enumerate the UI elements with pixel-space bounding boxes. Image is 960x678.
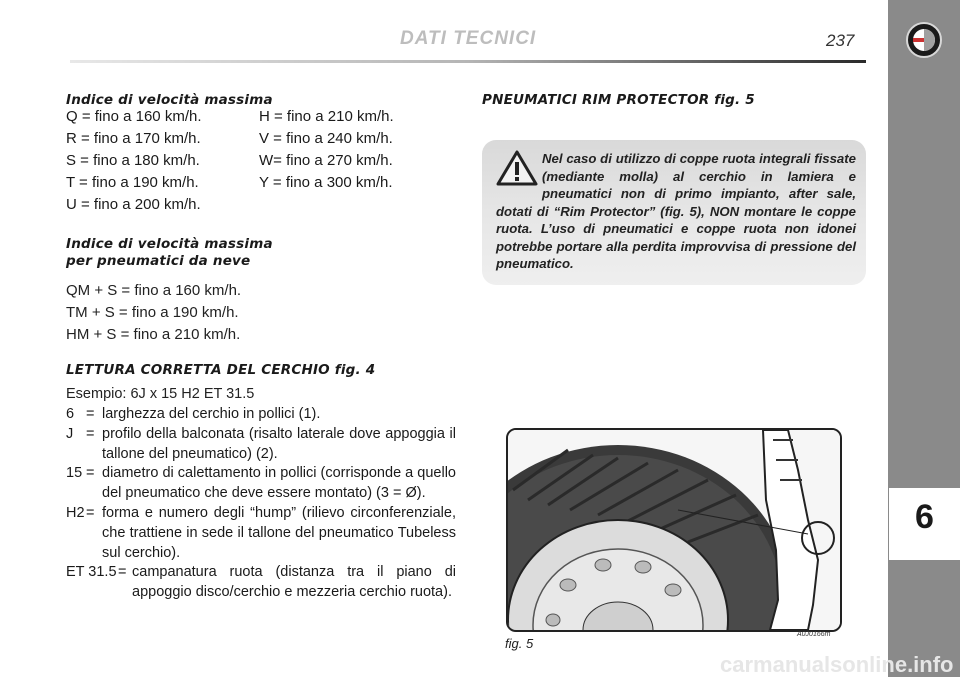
snow-item: QM + S = fino a 160 km/h. (66, 282, 242, 299)
speed-item: S = fino a 180 km/h. (66, 152, 200, 169)
list-item: 6 = larghezza del cerchio in pollici (1). (66, 405, 456, 425)
speed-index-heading: Indice di velocità massima (66, 92, 273, 108)
tyre-wheel-illustration (508, 430, 840, 630)
header-rule (70, 60, 866, 63)
snow-item: HM + S = fino a 210 km/h. (66, 326, 241, 343)
section-number: 6 (915, 498, 934, 536)
figure-label: fig. 5 (505, 636, 534, 651)
definition-text: profilo della balconata (risalto laterale dove appoggia il tallone del pneumatico) (2). (102, 425, 456, 462)
rim-definition-list (66, 405, 456, 603)
definition-text: forma e numero degli “hump” (rilievo circonferenziale, che trattiene in sede il tallone del pneumatico Tubeless sul cerchio). (102, 504, 456, 561)
definition-key: ET 31.5 (66, 564, 117, 581)
definition-text: diametro di calettamento in pollici (corrisponde a quello del pneumatico che deve essere montato) (3 = Ø). (102, 465, 456, 502)
definition-key: 15 (66, 465, 83, 482)
definition-text: larghezza del cerchio in pollici (1). (102, 406, 321, 422)
speed-item: Q = fino a 160 km/h. (66, 108, 202, 125)
rim-example: Esempio: 6J x 15 H2 ET 31.5 (66, 386, 255, 402)
speed-item: V = fino a 240 km/h. (259, 130, 393, 147)
definition-key: 6 (66, 406, 75, 422)
list-item: ET 31.5 = campanatura ruota (distanza tra il piano di appoggio disco/cerchio e mezzeria cerchio ruota). (66, 563, 456, 603)
speed-item: T = fino a 190 km/h. (66, 174, 199, 191)
speed-item: U = fino a 200 km/h. (66, 196, 201, 213)
definition-text: campanatura ruota (distanza tra il piano di appoggio disco/cerchio e mezzeria cerchio ruota). (132, 564, 456, 601)
page-title: DATI TECNICI (400, 28, 537, 49)
figure-code: A0J0166m (797, 631, 831, 638)
speed-item: Y = fino a 300 km/h. (259, 174, 393, 191)
brand-logo-icon (906, 22, 942, 58)
rim-protector-heading: PNEUMATICI RIM PROTECTOR fig. 5 (482, 92, 755, 108)
rim-reading-heading: LETTURA CORRETTA DEL CERCHIO fig. 4 (66, 362, 376, 378)
list-item: J = profilo della balconata (risalto laterale dove appoggia il tallone del pneumatico) (2). (66, 425, 456, 465)
snow-index-heading-1: Indice di velocità massima (66, 236, 273, 252)
definition-key: J (66, 425, 74, 442)
warning-text: Nel caso di utilizzo di coppe ruota integrali fissate (mediante molla) al cerchio in lamiera e pneumatici non di primo impianto, after sale, dotati di “Rim Protector” (fig. 5), NON montare le coppe ruota. L’uso di pneumatici e coppe ruota non idonei potrebbe portare alla perdita improvvisa di pressione del pneumatico. (496, 151, 856, 271)
speed-item: W= fino a 270 km/h. (259, 152, 393, 169)
rim-protector-illustration (506, 428, 842, 632)
speed-item: R = fino a 170 km/h. (66, 130, 201, 147)
snow-index-heading-2: per pneumatici da neve (66, 253, 251, 269)
speed-item: H = fino a 210 km/h. (259, 108, 394, 125)
definition-key: H2 (66, 504, 85, 521)
list-item: H2 = forma e numero degli “hump” (rilievo circonferenziale, che trattiene in sede il tallone del pneumatico Tubeless sul cerchio). (66, 504, 456, 563)
list-item: 15 = diametro di calettamento in pollici (corrisponde a quello del pneumatico che deve essere montato) (3 = Ø). (66, 464, 456, 504)
section-sidebar (888, 0, 960, 677)
watermark: carmanualsonline.info (720, 652, 954, 677)
snow-item: TM + S = fino a 190 km/h. (66, 304, 239, 321)
page-number: 237 (826, 31, 855, 50)
